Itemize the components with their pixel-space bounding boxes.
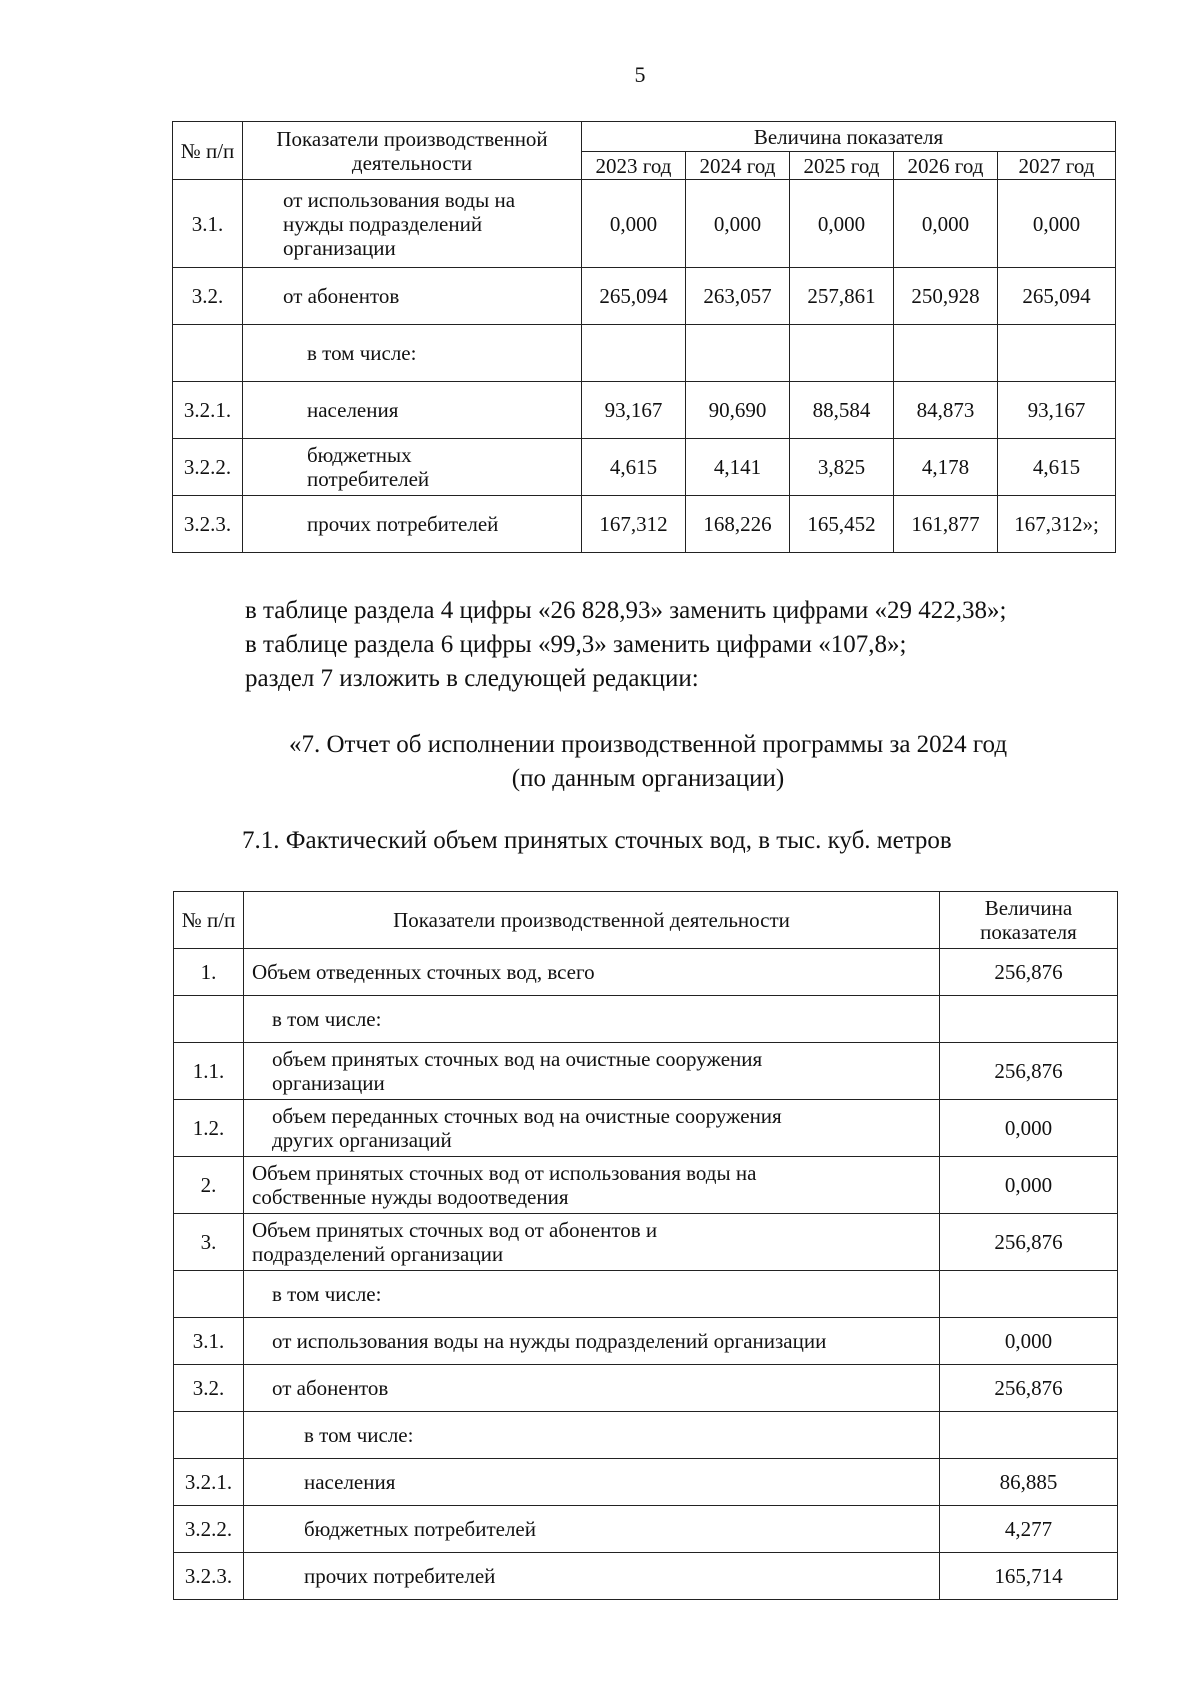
row-value [790,325,894,382]
row-value: 86,885 [940,1459,1118,1506]
row-num [173,325,243,382]
row-label: в том числе: [244,1271,940,1318]
row-value: 263,057 [686,268,790,325]
row-value: 0,000 [894,180,998,268]
row-num: 3.2.1. [173,382,243,439]
amendment-line: в таблице раздела 4 цифры «26 828,93» заменить цифрами «29 422,38»; [245,597,1007,624]
column-header-value: Величина показателя [582,122,1116,152]
row-label: от использования воды на нужды подразделений организации [243,180,582,268]
row-value: 256,876 [940,949,1118,996]
row-value: 167,312»; [998,496,1116,553]
row-num: 3.2.2. [174,1506,244,1553]
row-value: 4,141 [686,439,790,496]
table-row [174,1157,1118,1214]
row-value: 257,861 [790,268,894,325]
row-value: 84,873 [894,382,998,439]
table-row [174,1506,1118,1553]
section-heading-line1: «7. Отчет об исполнении производственной программы за 2024 год [288,731,1008,758]
amendment-line: в таблице раздела 6 цифры «99,3» заменить цифрами «107,8»; [245,631,907,658]
row-value: 0,000 [940,1318,1118,1365]
section-heading [233,728,1063,796]
row-value: 4,277 [940,1506,1118,1553]
row-num: 3.2.1. [174,1459,244,1506]
column-header-indicator: Показатели производственной деятельности [244,892,940,949]
row-num: 3.1. [174,1318,244,1365]
table-row [174,1553,1118,1600]
row-value: 265,094 [998,268,1116,325]
row-label: в том числе: [244,996,940,1043]
row-label: Объем принятых сточных вод от абонентов и подразделений организации [244,1214,940,1271]
row-num: 3.2.3. [173,496,243,553]
table-row [174,1100,1118,1157]
row-value [940,1412,1118,1459]
table-row [173,439,1116,496]
row-label: объем принятых сточных вод на очистные сооружения организации [244,1043,940,1100]
row-num: 3.2.2. [173,439,243,496]
row-value: 167,312 [582,496,686,553]
row-label: от абонентов [243,268,582,325]
row-label: в том числе: [244,1412,940,1459]
row-value: 165,452 [790,496,894,553]
row-num [174,996,244,1043]
row-value: 0,000 [686,180,790,268]
row-value: 250,928 [894,268,998,325]
row-label: населения [243,382,582,439]
table-row [173,268,1116,325]
row-value: 165,714 [940,1553,1118,1600]
row-value [894,325,998,382]
table-row [174,1043,1118,1100]
table-row [174,1365,1118,1412]
row-value [582,325,686,382]
column-header-num: № п/п [174,892,244,949]
column-header-value: Величина показателя [940,892,1118,949]
table-row [174,1459,1118,1506]
table-row [174,1412,1118,1459]
table-row [174,1271,1118,1318]
row-num: 1.1. [174,1043,244,1100]
row-value: 4,615 [998,439,1116,496]
row-value: 256,876 [940,1043,1118,1100]
row-num: 3.2.3. [174,1553,244,1600]
column-header-year: 2027 год [998,152,1116,180]
row-value: 93,167 [998,382,1116,439]
row-label: от абонентов [244,1365,940,1412]
row-value: 4,178 [894,439,998,496]
amendment-line: раздел 7 изложить в следующей редакции: [245,665,699,692]
row-label: населения [244,1459,940,1506]
row-value [998,325,1116,382]
actual-wastewater-volume-table [173,891,1118,1600]
row-label: прочих потребителей [243,496,582,553]
sub-heading: 7.1. Фактический объем принятых сточных вод, в тыс. куб. метров [242,827,952,854]
row-value: 3,825 [790,439,894,496]
row-num [174,1271,244,1318]
row-value: 256,876 [940,1365,1118,1412]
row-value: 0,000 [940,1100,1118,1157]
column-header-year: 2026 год [894,152,998,180]
row-value: 265,094 [582,268,686,325]
table-row [174,996,1118,1043]
row-num: 3.1. [173,180,243,268]
row-num: 3. [174,1214,244,1271]
table-row [174,949,1118,996]
row-label: бюджетных потребителей [244,1506,940,1553]
row-value: 93,167 [582,382,686,439]
row-num: 1.2. [174,1100,244,1157]
column-header-year: 2025 год [790,152,894,180]
row-label: объем переданных сточных вод на очистные сооружения других организаций [244,1100,940,1157]
row-label: от использования воды на нужды подразделений организации [244,1318,940,1365]
row-value: 256,876 [940,1214,1118,1271]
row-num: 3.2. [173,268,243,325]
row-label: бюджетных потребителей [243,439,582,496]
table-row [173,325,1116,382]
table-row [174,1318,1118,1365]
amendment-text [245,594,1006,696]
page-number: 5 [634,62,646,87]
table-row [174,1214,1118,1271]
row-num [174,1412,244,1459]
row-value: 88,584 [790,382,894,439]
row-label: прочих потребителей [244,1553,940,1600]
section-heading-line2: (по данным организации) [511,765,785,792]
row-value: 4,615 [582,439,686,496]
column-header-year: 2023 год [582,152,686,180]
row-num: 3.2. [174,1365,244,1412]
table-row [173,382,1116,439]
row-value: 90,690 [686,382,790,439]
row-num: 1. [174,949,244,996]
row-label: в том числе: [243,325,582,382]
table-row [173,496,1116,553]
row-label: Объем принятых сточных вод от использования воды на собственные нужды водоотведения [244,1157,940,1214]
row-value [940,1271,1118,1318]
column-header-num: № п/п [173,122,243,180]
row-value: 0,000 [998,180,1116,268]
production-indicators-forecast-table [172,121,1116,553]
row-value: 168,226 [686,496,790,553]
column-header-year: 2024 год [686,152,790,180]
row-label: Объем отведенных сточных вод, всего [244,949,940,996]
row-value [686,325,790,382]
column-header-indicator: Показатели производственной деятельности [243,122,582,180]
row-value: 161,877 [894,496,998,553]
row-value: 0,000 [582,180,686,268]
row-value [940,996,1118,1043]
row-num: 2. [174,1157,244,1214]
table-row [173,180,1116,268]
row-value: 0,000 [790,180,894,268]
row-value: 0,000 [940,1157,1118,1214]
